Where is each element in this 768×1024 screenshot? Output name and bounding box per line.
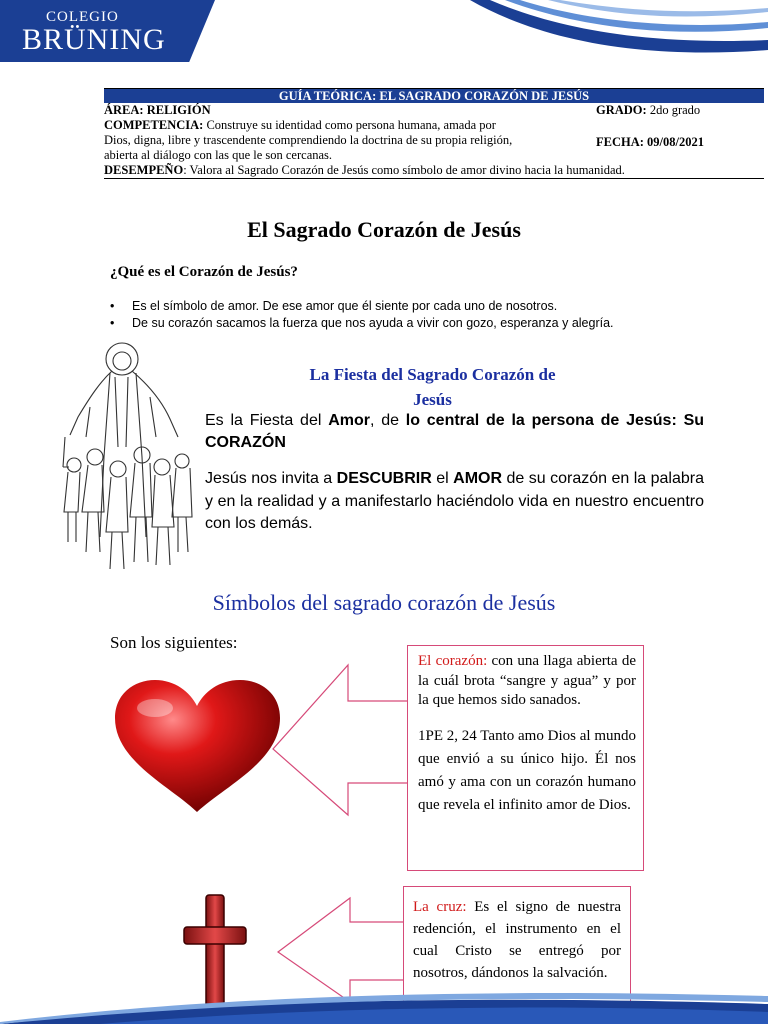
bold-run: Amor <box>328 412 370 429</box>
heart-label: El corazón: <box>418 653 488 669</box>
jesus-children-illustration <box>60 337 198 577</box>
main-title: El Sagrado Corazón de Jesús <box>247 217 521 242</box>
performance-row <box>104 163 764 179</box>
competence-row-3 <box>104 148 764 163</box>
performance-label: DESEMPEÑO <box>104 163 184 177</box>
bold-run: DESCUBRIR <box>336 470 432 487</box>
bullet-item: • De su corazón sacamos la fuerza que nos ayuda a vivir con gozo, esperanza y alegría. <box>110 315 614 332</box>
area-label: ÁREA: <box>104 103 144 117</box>
fiesta-title <box>270 362 595 412</box>
competence-line3: abierta al diálogo con las que le son cercanas. <box>104 148 333 162</box>
bullet-item: • Es el símbolo de amor. De ese amor que él siente por cada uno de nosotros. <box>110 298 614 315</box>
header-swoosh <box>0 0 768 70</box>
cross-text: Es el signo de nuestra redención, el instrumento en el cual Cristo se entregó por nosotros, dándonos la salvación. <box>413 899 621 981</box>
competence-line2: Dios, digna, libre y trascendente comprendiendo la doctrina de su propia religión, <box>104 133 513 147</box>
area-value: RELIGIÓN <box>146 103 211 117</box>
symbols-title: Símbolos del sagrado corazón de Jesús <box>212 590 556 615</box>
grade-value: 2do grado <box>649 103 701 117</box>
cross-description <box>413 896 621 984</box>
bold-run: lo central de la persona de Jesús: Su CORAZÓN <box>205 412 705 451</box>
bullet-list <box>110 298 614 332</box>
text-run: , de <box>369 412 406 429</box>
text-run: de su corazón en la palabra y en la realidad y a manifestarlo haciéndolo vida en nuestro encuentro con los demás. <box>205 470 704 532</box>
symbols-intro: Son los siguientes: <box>110 633 238 652</box>
fiesta-title-line1: La Fiesta del Sagrado Corazón de <box>309 365 556 384</box>
bold-run: AMOR <box>453 470 503 487</box>
text-run: Es la Fiesta del <box>205 412 329 429</box>
heart-icon <box>110 676 285 816</box>
grade-cell <box>596 103 700 118</box>
guide-info-table <box>104 88 764 179</box>
date-value: 09/08/2021 <box>647 135 704 149</box>
question-heading: ¿Qué es el Corazón de Jesús? <box>110 264 298 280</box>
competence-row-2 <box>104 133 764 148</box>
text-run: Jesús nos invita a <box>205 470 337 487</box>
fiesta-title-line2: Jesús <box>413 390 452 409</box>
heart-text: con una llaga abierta de la cuál brota “sangre y agua” y por la que hemos sido sanados. <box>418 653 636 708</box>
arrow-to-heart <box>270 645 410 835</box>
performance-value: : Valora al Sagrado Corazón de Jesús como símbolo de amor divino hacia la humanidad. <box>183 163 625 177</box>
cross-label: La cruz: <box>413 899 467 915</box>
logo-big-text: BRÜNING <box>22 23 166 56</box>
date-label: FECHA: <box>596 135 644 149</box>
heart-description <box>418 652 636 711</box>
fiesta-paragraph-2 <box>205 468 704 536</box>
competence-line1: Construye su identidad como persona humana, amada por <box>206 118 496 132</box>
heart-verse: 1PE 2, 24 Tanto amo Dios al mundo que envió a su único hijo. Él nos amó y ama con un corazón humano que revela el infinito amor de Dios. <box>418 727 636 813</box>
area-row <box>104 103 764 118</box>
text-run: el <box>431 470 454 487</box>
competence-row <box>104 118 764 133</box>
grade-label: GRADO: <box>596 103 647 117</box>
competence-label: COMPETENCIA: <box>104 118 204 132</box>
guide-title: GUÍA TEÓRICA: EL SAGRADO CORAZÓN DE JESÚS <box>104 88 764 103</box>
fiesta-paragraph-1 <box>205 410 704 454</box>
footer-swoosh <box>0 984 768 1024</box>
heart-description-box <box>407 645 644 871</box>
logo-small-text: COLEGIO <box>46 9 119 25</box>
